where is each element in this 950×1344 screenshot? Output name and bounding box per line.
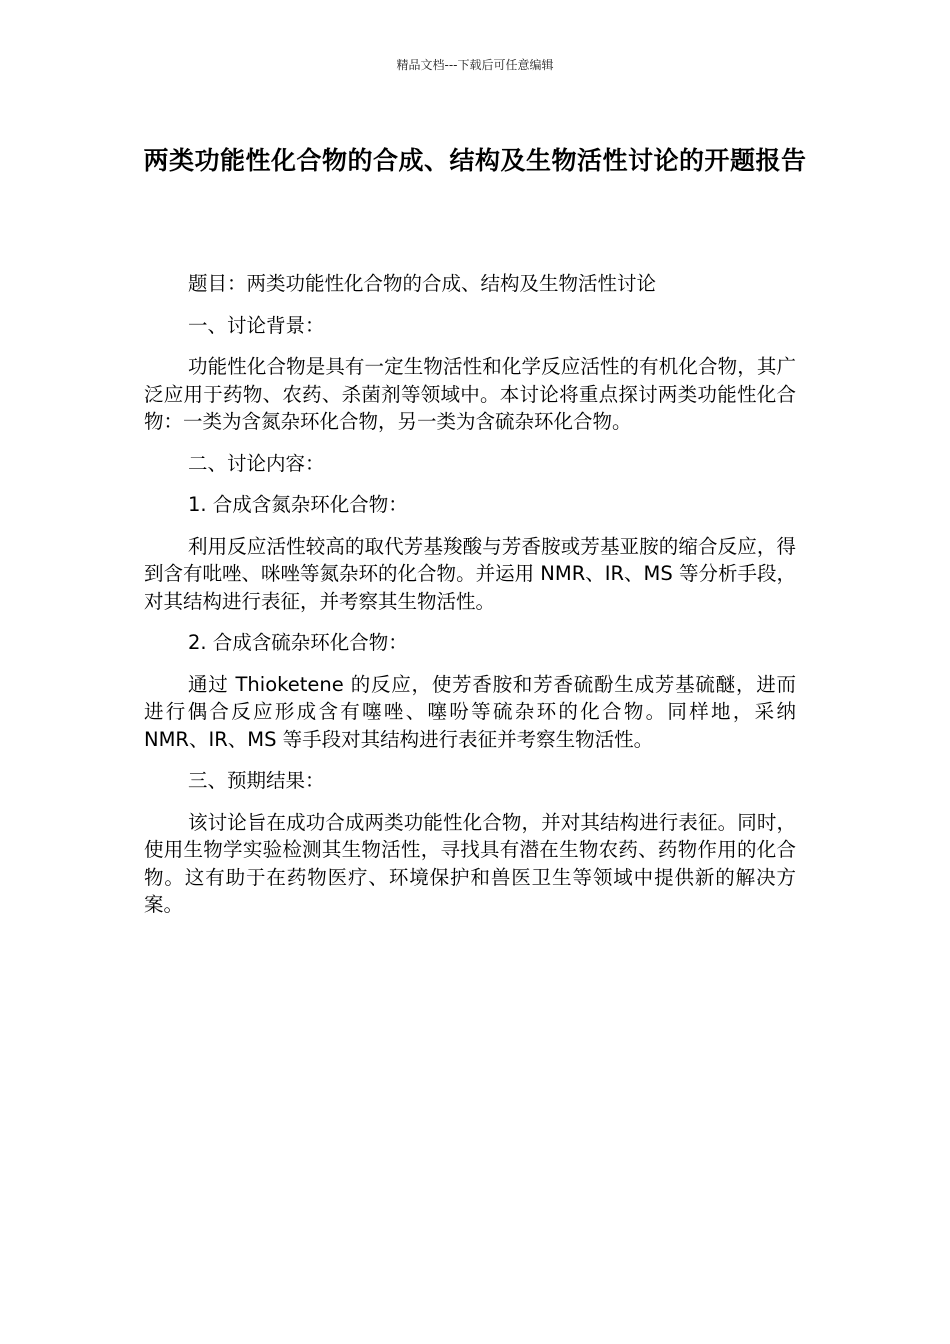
document-title: 两类功能性化合物的合成、结构及生物活性讨论的开题报告: [143, 146, 807, 175]
section-paragraph-results: 该讨论旨在成功合成两类功能性化合物，并对其结构进行表征。同时，使用生物学实验检测其生物活性，寻找具有潜在生物农药、药物作用的化合物。这有助于在药物医疗、环境保护和兽医卫生等领域中提供新的解决方案。: [144, 810, 796, 916]
topic-line: 题目：两类功能性化合物的合成、结构及生物活性讨论: [188, 272, 657, 295]
section-heading-content: 二、讨论内容：: [188, 451, 325, 475]
subsection-paragraph-sulfur: 通过 Thioketene 的反应，使芳香胺和芳香硫酚生成芳基硫醚，进而进行偶合反应形成含有噻唑、噻吩等硫杂环的化合物。同样地，采纳 NMR、IR、MS 等手段对其结构进行表征并考察生物活性。: [144, 672, 796, 751]
section-heading-background: 一、讨论背景：: [188, 313, 325, 337]
section-heading-results: 三、预期结果：: [188, 769, 325, 792]
header-note: 精品文档---下载后可任意编辑: [396, 58, 554, 72]
section-paragraph-background: 功能性化合物是具有一定生物活性和化学反应活性的有机化合物，其广泛应用于药物、农药、杀菌剂等领域中。本讨论将重点探讨两类功能性化合物：一类为含氮杂环化合物，另一类为含硫杂环化合物。: [144, 355, 796, 433]
document-body: [144, 270, 796, 933]
subsection-heading-nitrogen: 1. 合成含氮杂环化合物：: [188, 493, 408, 516]
subsection-paragraph-nitrogen: 利用反应活性较高的取代芳基羧酸与芳香胺或芳基亚胺的缩合反应，得到含有吡唑、咪唑等氮杂环的化合物。并运用 NMR、IR、MS 等分析手段，对其结构进行表征，并考察其生物活性。: [144, 534, 796, 613]
subsection-heading-sulfur: 2. 合成含硫杂环化合物：: [188, 631, 408, 654]
